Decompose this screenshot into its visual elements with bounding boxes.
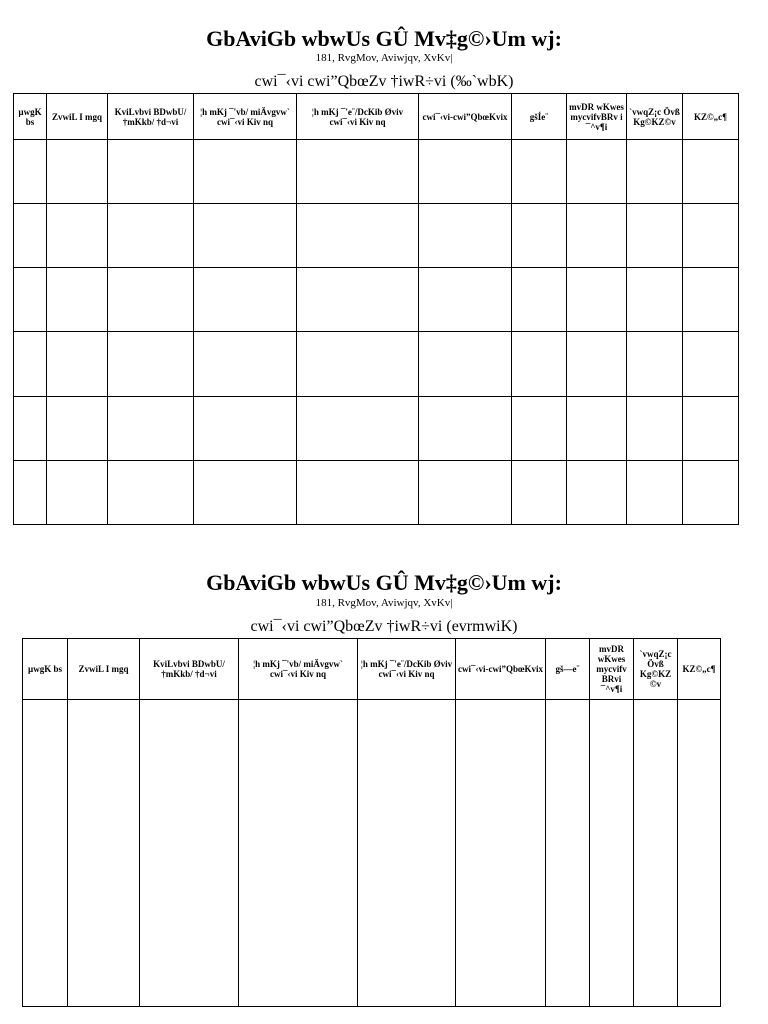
table-cell[interactable] [512, 204, 567, 268]
table-row [14, 268, 739, 332]
table-cell[interactable] [634, 700, 678, 1007]
form2-subtitle: cwi¯‹vi cwi”QbœZv †iwR÷vi (evrmwiK) [250, 618, 518, 635]
table-cell[interactable] [419, 204, 512, 268]
table-cell[interactable] [567, 140, 627, 204]
table-cell[interactable] [194, 204, 297, 268]
col-remarks-header: gš—e¨ [546, 639, 590, 700]
table-cell[interactable] [14, 268, 47, 332]
table-cell[interactable] [358, 700, 456, 1007]
table-cell[interactable] [194, 460, 297, 524]
col-responsible-officer-header: `vwqZ¡c Övß Kg©KZ ©v [634, 639, 678, 700]
table-row [14, 204, 739, 268]
table-cell[interactable] [297, 396, 419, 460]
form2-register-table [22, 638, 721, 1007]
table-cell[interactable] [140, 700, 239, 1007]
table-cell[interactable] [14, 460, 47, 524]
col-supervisor-signature-header: mvDR wKwes mycvifv BRvi ¯^v¶i [590, 639, 634, 700]
col-cleaner-header: cwi¯‹vi-cwi”QbœKvix [419, 94, 512, 140]
table-cell[interactable] [47, 204, 108, 268]
table-cell[interactable] [194, 332, 297, 396]
table-cell[interactable] [683, 460, 739, 524]
table-cell[interactable] [627, 268, 683, 332]
table-cell[interactable] [567, 460, 627, 524]
table-cell[interactable] [297, 460, 419, 524]
col-unit-section-floor-header: KviLvbvi BDwbU/ †mKkb/ †d¬vi [108, 94, 194, 140]
table-row [14, 396, 739, 460]
table-cell[interactable] [194, 140, 297, 204]
col-remarks-header: gšÍe¨ [512, 94, 567, 140]
table-cell[interactable] [512, 268, 567, 332]
table-cell[interactable] [419, 268, 512, 332]
table-cell[interactable] [683, 140, 739, 204]
table-cell[interactable] [567, 204, 627, 268]
table-cell[interactable] [627, 332, 683, 396]
table-cell[interactable] [297, 204, 419, 268]
form2-title: GbAviGb wbwUs GÛ Mv‡g©›Um wj: [206, 570, 562, 595]
table-cell[interactable] [108, 140, 194, 204]
col-authority-header: KZ©„c¶ [678, 639, 721, 700]
table-header-row [23, 639, 721, 700]
table-cell[interactable] [47, 460, 108, 524]
table-cell[interactable] [590, 700, 634, 1007]
table-cell[interactable] [546, 700, 590, 1007]
col-serial-header: µwgK bs [14, 94, 47, 140]
table-cell[interactable] [14, 204, 47, 268]
col-cleaner-header: cwi¯‹vi-cwi”QbœKvix [456, 639, 546, 700]
table-cell[interactable] [194, 396, 297, 460]
table-cell[interactable] [627, 460, 683, 524]
table-cell[interactable] [567, 396, 627, 460]
form1-address: 181, RvgMov, Aviwjqv, XvKv| [315, 52, 453, 64]
table-cell[interactable] [512, 460, 567, 524]
table-cell[interactable] [47, 268, 108, 332]
table-cell[interactable] [23, 700, 68, 1007]
table-cell[interactable] [47, 332, 108, 396]
table-cell[interactable] [108, 460, 194, 524]
table-cell[interactable] [627, 140, 683, 204]
col-cleaned-places-header: ¦h mKj ¯'vb/ miÄvgvw` cwi¯‹vi Kiv nq [239, 639, 358, 700]
col-cleaning-materials-header: ¦h mKj ¯'e¨/DcKib Øviv cwi¯‹vi Kiv nq [297, 94, 419, 140]
table-cell[interactable] [512, 396, 567, 460]
col-responsible-officer-header: `vwqZ¡c Övß Kg©KZ©v [627, 94, 683, 140]
table-cell[interactable] [108, 396, 194, 460]
table-cell[interactable] [419, 332, 512, 396]
table-header-row [14, 94, 739, 140]
table-cell[interactable] [627, 204, 683, 268]
col-unit-section-floor-header: KviLvbvi BDwbU/ †mKkb/ †d¬vi [140, 639, 239, 700]
table-cell[interactable] [512, 140, 567, 204]
form1-title: GbAviGb wbwUs GÛ Mv‡g©›Um wj: [206, 26, 562, 51]
table-cell[interactable] [683, 396, 739, 460]
table-row [14, 460, 739, 524]
table-cell[interactable] [456, 700, 546, 1007]
table-cell[interactable] [14, 396, 47, 460]
col-authority-header: KZ©„c¶ [683, 94, 739, 140]
table-cell[interactable] [512, 332, 567, 396]
table-cell[interactable] [678, 700, 721, 1007]
table-cell[interactable] [683, 204, 739, 268]
form1-register-table [13, 93, 739, 525]
table-cell[interactable] [683, 332, 739, 396]
table-cell[interactable] [419, 460, 512, 524]
table-cell[interactable] [47, 396, 108, 460]
col-serial-header: µwgK bs [23, 639, 68, 700]
table-cell[interactable] [108, 204, 194, 268]
table-cell[interactable] [567, 268, 627, 332]
table-row [14, 332, 739, 396]
table-cell[interactable] [194, 268, 297, 332]
col-cleaning-materials-header: ¦h mKj ¯'e¨/DcKib Øviv cwi¯‹vi Kiv nq [358, 639, 456, 700]
table-cell[interactable] [68, 700, 140, 1007]
table-cell[interactable] [14, 140, 47, 204]
table-cell[interactable] [47, 140, 108, 204]
table-cell[interactable] [14, 332, 47, 396]
form2-address: 181, RvgMov, Aviwjqv, XvKv| [315, 597, 453, 609]
col-date-time-header: ZvwiL I mgq [68, 639, 140, 700]
table-cell[interactable] [567, 332, 627, 396]
table-cell[interactable] [108, 268, 194, 332]
table-row [23, 700, 721, 1007]
table-cell[interactable] [297, 332, 419, 396]
table-cell[interactable] [297, 140, 419, 204]
col-date-time-header: ZvwiL I mgq [47, 94, 108, 140]
table-cell[interactable] [108, 332, 194, 396]
col-supervisor-signature-header: mvDR wKwes mycvifvBRv i ¯^v¶i [567, 94, 627, 140]
form1-subtitle: cwi¯‹vi cwi”QbœZv †iwR÷vi (‰`wbK) [254, 73, 514, 90]
table-cell[interactable] [297, 268, 419, 332]
table-cell[interactable] [239, 700, 358, 1007]
table-row [14, 140, 739, 204]
table-cell[interactable] [419, 140, 512, 204]
table-cell[interactable] [419, 396, 512, 460]
col-cleaned-places-header: ¦h mKj ¯'vb/ miÄvgvw` cwi¯‹vi Kiv nq [194, 94, 297, 140]
table-cell[interactable] [627, 396, 683, 460]
table-cell[interactable] [683, 268, 739, 332]
